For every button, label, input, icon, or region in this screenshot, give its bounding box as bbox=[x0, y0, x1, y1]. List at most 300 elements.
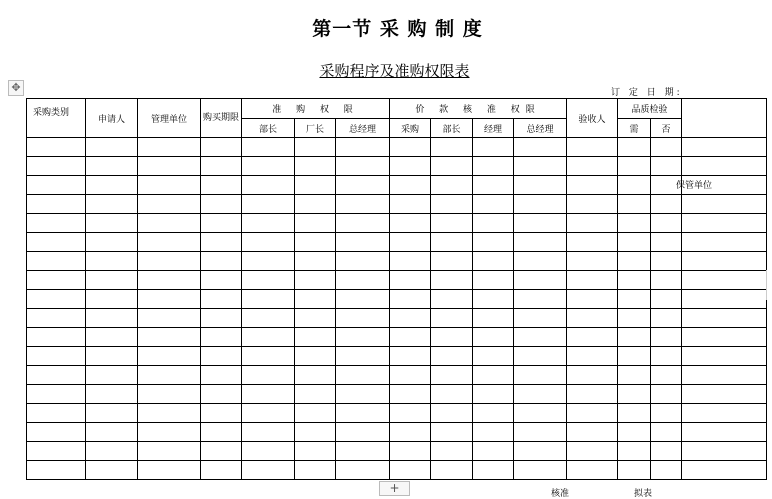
table-cell[interactable] bbox=[242, 347, 295, 366]
table-cell[interactable] bbox=[336, 138, 390, 157]
table-cell[interactable] bbox=[201, 233, 242, 252]
table-cell[interactable] bbox=[514, 252, 567, 271]
table-cell[interactable] bbox=[473, 347, 514, 366]
table-cell[interactable] bbox=[201, 195, 242, 214]
table-cell[interactable] bbox=[473, 252, 514, 271]
table-cell[interactable] bbox=[390, 233, 431, 252]
table-cell[interactable] bbox=[651, 309, 682, 328]
table-cell[interactable] bbox=[86, 290, 138, 309]
table-cell[interactable] bbox=[242, 252, 295, 271]
table-cell[interactable] bbox=[201, 271, 242, 290]
table-cell[interactable] bbox=[567, 404, 618, 423]
table-cell[interactable] bbox=[138, 385, 201, 404]
table-cell[interactable] bbox=[27, 328, 86, 347]
table-cell[interactable] bbox=[86, 328, 138, 347]
table-cell[interactable] bbox=[295, 423, 336, 442]
table-cell[interactable] bbox=[618, 195, 651, 214]
table-cell[interactable] bbox=[201, 423, 242, 442]
table-cell[interactable] bbox=[27, 347, 86, 366]
table-cell[interactable] bbox=[567, 423, 618, 442]
table-cell[interactable] bbox=[473, 404, 514, 423]
table-cell[interactable] bbox=[201, 385, 242, 404]
table-cell[interactable] bbox=[201, 328, 242, 347]
table-cell[interactable] bbox=[431, 385, 473, 404]
add-row-button[interactable]: + bbox=[379, 481, 410, 496]
table-cell[interactable] bbox=[618, 214, 651, 233]
table-cell[interactable] bbox=[390, 309, 431, 328]
table-cell[interactable] bbox=[27, 461, 86, 480]
table-cell[interactable] bbox=[390, 290, 431, 309]
table-cell[interactable] bbox=[431, 252, 473, 271]
table-cell[interactable] bbox=[336, 347, 390, 366]
table-cell[interactable] bbox=[651, 347, 682, 366]
table-cell[interactable] bbox=[295, 347, 336, 366]
table-cell[interactable] bbox=[473, 138, 514, 157]
table-cell[interactable] bbox=[138, 328, 201, 347]
procurement-authority-table bbox=[26, 98, 767, 480]
table-cell[interactable] bbox=[618, 157, 651, 176]
table-cell[interactable] bbox=[27, 423, 86, 442]
table-cell[interactable] bbox=[651, 214, 682, 233]
table-cell[interactable] bbox=[618, 404, 651, 423]
scroll-marker[interactable] bbox=[766, 270, 772, 300]
table-cell[interactable] bbox=[618, 328, 651, 347]
table-cell[interactable] bbox=[618, 442, 651, 461]
table-cell[interactable] bbox=[336, 366, 390, 385]
table-cell[interactable] bbox=[618, 233, 651, 252]
table-cell[interactable] bbox=[295, 138, 336, 157]
table-cell[interactable] bbox=[431, 290, 473, 309]
table-cell[interactable] bbox=[473, 423, 514, 442]
table-cell[interactable] bbox=[138, 442, 201, 461]
header-price-approval: 价 款 核 准 权限 bbox=[390, 99, 567, 119]
table-cell[interactable] bbox=[514, 442, 567, 461]
table-cell[interactable] bbox=[86, 271, 138, 290]
table-cell[interactable] bbox=[295, 461, 336, 480]
table-cell[interactable] bbox=[514, 195, 567, 214]
table-cell[interactable] bbox=[201, 176, 242, 195]
table-cell[interactable] bbox=[390, 195, 431, 214]
table-cell[interactable] bbox=[86, 347, 138, 366]
table-title: 采购程序及准购权限表 bbox=[319, 62, 470, 80]
table-cell[interactable] bbox=[651, 385, 682, 404]
table-cell[interactable] bbox=[201, 461, 242, 480]
table-cell[interactable] bbox=[138, 309, 201, 328]
table-cell[interactable] bbox=[682, 347, 767, 366]
table-cell[interactable] bbox=[473, 461, 514, 480]
table-cell[interactable] bbox=[567, 309, 618, 328]
table-cell[interactable] bbox=[86, 385, 138, 404]
table-cell[interactable] bbox=[651, 138, 682, 157]
table-cell[interactable] bbox=[473, 157, 514, 176]
table-cell[interactable] bbox=[138, 233, 201, 252]
table-cell[interactable] bbox=[390, 366, 431, 385]
header-department-head: 部长 bbox=[242, 119, 295, 138]
table-cell[interactable] bbox=[390, 461, 431, 480]
table-cell[interactable] bbox=[431, 461, 473, 480]
table-cell[interactable] bbox=[201, 290, 242, 309]
table-cell[interactable] bbox=[651, 252, 682, 271]
table-cell[interactable] bbox=[86, 157, 138, 176]
table-cell[interactable] bbox=[618, 176, 651, 195]
table-row bbox=[27, 290, 767, 309]
table-cell[interactable] bbox=[86, 176, 138, 195]
table-cell[interactable] bbox=[336, 309, 390, 328]
table-cell[interactable] bbox=[138, 423, 201, 442]
table-cell[interactable] bbox=[618, 461, 651, 480]
table-cell[interactable] bbox=[138, 157, 201, 176]
table-cell[interactable] bbox=[295, 385, 336, 404]
table-cell[interactable] bbox=[27, 442, 86, 461]
table-row bbox=[27, 214, 767, 233]
table-cell[interactable] bbox=[295, 366, 336, 385]
table-cell[interactable] bbox=[295, 290, 336, 309]
table-cell[interactable] bbox=[336, 442, 390, 461]
table-cell[interactable] bbox=[473, 290, 514, 309]
table-cell[interactable] bbox=[473, 442, 514, 461]
table-cell[interactable] bbox=[431, 214, 473, 233]
table-cell[interactable] bbox=[567, 176, 618, 195]
table-cell[interactable] bbox=[431, 423, 473, 442]
table-cell[interactable] bbox=[618, 309, 651, 328]
table-cell[interactable] bbox=[242, 157, 295, 176]
table-cell[interactable] bbox=[242, 138, 295, 157]
table-cell[interactable] bbox=[27, 385, 86, 404]
table-cell[interactable] bbox=[336, 252, 390, 271]
table-cell[interactable] bbox=[514, 328, 567, 347]
table-cell[interactable] bbox=[138, 214, 201, 233]
table-cell[interactable] bbox=[27, 309, 86, 328]
table-cell[interactable] bbox=[27, 157, 86, 176]
table-cell[interactable] bbox=[514, 347, 567, 366]
table-cell[interactable] bbox=[567, 157, 618, 176]
table-cell[interactable] bbox=[242, 214, 295, 233]
table-cell[interactable] bbox=[242, 195, 295, 214]
table-cell[interactable] bbox=[27, 195, 86, 214]
table-cell[interactable] bbox=[651, 404, 682, 423]
table-row bbox=[27, 138, 767, 157]
table-cell[interactable] bbox=[618, 138, 651, 157]
table-cell[interactable] bbox=[138, 461, 201, 480]
table-cell[interactable] bbox=[27, 214, 86, 233]
table-cell[interactable] bbox=[682, 138, 767, 157]
header-management-unit: 管理单位 bbox=[138, 99, 201, 138]
table-cell[interactable] bbox=[86, 461, 138, 480]
table-cell[interactable] bbox=[201, 138, 242, 157]
table-cell[interactable] bbox=[390, 442, 431, 461]
table-cell[interactable] bbox=[431, 328, 473, 347]
table-cell[interactable] bbox=[86, 404, 138, 423]
table-cell[interactable] bbox=[514, 309, 567, 328]
table-row bbox=[27, 347, 767, 366]
table-cell[interactable] bbox=[473, 366, 514, 385]
table-cell[interactable] bbox=[682, 252, 767, 271]
table-cell[interactable] bbox=[682, 214, 767, 233]
table-cell[interactable] bbox=[390, 252, 431, 271]
table-cell[interactable] bbox=[336, 461, 390, 480]
table-cell[interactable] bbox=[86, 366, 138, 385]
table-cell[interactable] bbox=[390, 423, 431, 442]
table-cell[interactable] bbox=[514, 157, 567, 176]
table-cell[interactable] bbox=[242, 328, 295, 347]
table-cell[interactable] bbox=[242, 404, 295, 423]
table-move-handle-icon[interactable]: ✥ bbox=[8, 80, 24, 96]
table-cell[interactable] bbox=[431, 366, 473, 385]
table-cell[interactable] bbox=[567, 461, 618, 480]
table-cell[interactable] bbox=[473, 385, 514, 404]
table-cell[interactable] bbox=[201, 252, 242, 271]
table-cell[interactable] bbox=[431, 233, 473, 252]
table-row bbox=[27, 461, 767, 480]
table-cell[interactable] bbox=[295, 157, 336, 176]
table-cell[interactable] bbox=[390, 176, 431, 195]
table-cell[interactable] bbox=[514, 404, 567, 423]
table-cell[interactable] bbox=[473, 214, 514, 233]
table-cell[interactable] bbox=[682, 461, 767, 480]
table-cell[interactable] bbox=[86, 233, 138, 252]
table-cell[interactable] bbox=[138, 404, 201, 423]
table-cell[interactable] bbox=[201, 366, 242, 385]
table-row bbox=[27, 404, 767, 423]
table-cell[interactable] bbox=[201, 214, 242, 233]
table-cell[interactable] bbox=[390, 214, 431, 233]
table-cell[interactable] bbox=[336, 157, 390, 176]
page-title: 第一节 采 购 制 度 bbox=[312, 18, 483, 40]
date-label: 订 定 日 期: bbox=[611, 88, 683, 98]
table-cell[interactable] bbox=[682, 442, 767, 461]
table-cell[interactable] bbox=[242, 366, 295, 385]
table-cell[interactable] bbox=[295, 309, 336, 328]
table-cell[interactable] bbox=[295, 214, 336, 233]
table-cell[interactable] bbox=[27, 366, 86, 385]
table-cell[interactable] bbox=[390, 385, 431, 404]
table-cell[interactable] bbox=[567, 366, 618, 385]
table-cell[interactable] bbox=[431, 442, 473, 461]
table-row bbox=[27, 366, 767, 385]
table-cell[interactable] bbox=[27, 176, 86, 195]
table-cell[interactable] bbox=[682, 195, 767, 214]
header-inspector: 验收人 bbox=[567, 99, 618, 138]
table-cell[interactable] bbox=[242, 309, 295, 328]
table-cell[interactable] bbox=[473, 233, 514, 252]
table-cell[interactable] bbox=[27, 233, 86, 252]
table-row bbox=[27, 385, 767, 404]
table-cell[interactable] bbox=[682, 328, 767, 347]
table-cell[interactable] bbox=[431, 347, 473, 366]
table-row bbox=[27, 176, 767, 195]
table-cell[interactable] bbox=[567, 252, 618, 271]
header-general-manager: 总经理 bbox=[336, 119, 390, 138]
table-cell[interactable] bbox=[242, 461, 295, 480]
table-cell[interactable] bbox=[567, 385, 618, 404]
table-cell[interactable] bbox=[431, 271, 473, 290]
table-cell[interactable] bbox=[138, 176, 201, 195]
table-cell[interactable] bbox=[390, 347, 431, 366]
table-cell[interactable] bbox=[86, 442, 138, 461]
table-cell[interactable] bbox=[336, 271, 390, 290]
table-cell[interactable] bbox=[201, 157, 242, 176]
table-cell[interactable] bbox=[295, 442, 336, 461]
header-quality-inspection: 品质检验 bbox=[618, 99, 682, 119]
table-cell[interactable] bbox=[514, 271, 567, 290]
table-row bbox=[27, 252, 767, 271]
table-cell[interactable] bbox=[514, 385, 567, 404]
table-cell[interactable] bbox=[514, 138, 567, 157]
table-cell[interactable] bbox=[242, 290, 295, 309]
table-row bbox=[27, 195, 767, 214]
table-cell[interactable] bbox=[431, 195, 473, 214]
table-cell[interactable] bbox=[27, 138, 86, 157]
table-cell[interactable] bbox=[336, 195, 390, 214]
table-cell[interactable] bbox=[295, 252, 336, 271]
table-cell[interactable] bbox=[567, 214, 618, 233]
table-row bbox=[27, 328, 767, 347]
table-cell[interactable] bbox=[431, 176, 473, 195]
table-cell[interactable] bbox=[390, 328, 431, 347]
table-cell[interactable] bbox=[567, 195, 618, 214]
table-cell[interactable] bbox=[336, 233, 390, 252]
table-cell[interactable] bbox=[567, 271, 618, 290]
table-cell[interactable] bbox=[295, 328, 336, 347]
table-cell[interactable] bbox=[567, 290, 618, 309]
table-cell[interactable] bbox=[336, 385, 390, 404]
table-cell[interactable] bbox=[295, 404, 336, 423]
table-cell[interactable] bbox=[651, 290, 682, 309]
table-cell[interactable] bbox=[431, 404, 473, 423]
table-cell[interactable] bbox=[390, 138, 431, 157]
table-cell[interactable] bbox=[473, 309, 514, 328]
table-cell[interactable] bbox=[651, 195, 682, 214]
table-cell[interactable] bbox=[27, 290, 86, 309]
table-cell[interactable] bbox=[473, 195, 514, 214]
table-cell[interactable] bbox=[390, 157, 431, 176]
approve-label: 核准 bbox=[551, 489, 570, 499]
table-cell[interactable] bbox=[682, 404, 767, 423]
table-cell[interactable] bbox=[618, 366, 651, 385]
table-cell[interactable] bbox=[651, 366, 682, 385]
table-cell[interactable] bbox=[682, 233, 767, 252]
table-cell[interactable] bbox=[431, 138, 473, 157]
table-cell[interactable] bbox=[295, 271, 336, 290]
table-cell[interactable] bbox=[27, 271, 86, 290]
table-cell[interactable] bbox=[336, 423, 390, 442]
table-cell[interactable] bbox=[138, 138, 201, 157]
table-cell[interactable] bbox=[514, 461, 567, 480]
table-cell[interactable] bbox=[431, 309, 473, 328]
table-cell[interactable] bbox=[242, 385, 295, 404]
table-cell[interactable] bbox=[514, 176, 567, 195]
table-cell[interactable] bbox=[473, 328, 514, 347]
table-cell[interactable] bbox=[242, 176, 295, 195]
table-cell[interactable] bbox=[336, 176, 390, 195]
table-cell[interactable] bbox=[86, 214, 138, 233]
table-cell[interactable] bbox=[295, 195, 336, 214]
table-cell[interactable] bbox=[567, 347, 618, 366]
table-cell[interactable] bbox=[618, 347, 651, 366]
table-cell[interactable] bbox=[514, 366, 567, 385]
table-row bbox=[27, 309, 767, 328]
header-purchase-period: 购买期限 bbox=[201, 99, 242, 138]
table-cell[interactable] bbox=[336, 328, 390, 347]
table-cell[interactable] bbox=[651, 423, 682, 442]
table-cell[interactable] bbox=[27, 404, 86, 423]
table-cell[interactable] bbox=[138, 347, 201, 366]
table-cell[interactable] bbox=[651, 461, 682, 480]
table-cell[interactable] bbox=[514, 423, 567, 442]
table-cell[interactable] bbox=[336, 214, 390, 233]
table-cell[interactable] bbox=[682, 309, 767, 328]
table-row bbox=[27, 233, 767, 252]
table-cell[interactable] bbox=[336, 290, 390, 309]
table-cell[interactable] bbox=[201, 442, 242, 461]
table-cell[interactable] bbox=[514, 290, 567, 309]
table-cell[interactable] bbox=[390, 271, 431, 290]
table-cell[interactable] bbox=[138, 195, 201, 214]
table-cell[interactable] bbox=[514, 233, 567, 252]
table-cell[interactable] bbox=[242, 423, 295, 442]
table-cell[interactable] bbox=[86, 423, 138, 442]
table-cell[interactable] bbox=[201, 309, 242, 328]
table-cell[interactable] bbox=[618, 290, 651, 309]
table-cell[interactable] bbox=[473, 176, 514, 195]
table-cell[interactable] bbox=[390, 404, 431, 423]
table-cell[interactable] bbox=[86, 138, 138, 157]
table-cell[interactable] bbox=[651, 442, 682, 461]
table-cell[interactable] bbox=[242, 442, 295, 461]
table-cell[interactable] bbox=[651, 233, 682, 252]
table-cell[interactable] bbox=[567, 442, 618, 461]
header-purchasing: 采购 bbox=[390, 119, 431, 138]
table-cell[interactable] bbox=[138, 271, 201, 290]
table-cell[interactable] bbox=[651, 157, 682, 176]
table-cell[interactable] bbox=[86, 252, 138, 271]
table-cell[interactable] bbox=[651, 328, 682, 347]
table-cell[interactable] bbox=[682, 366, 767, 385]
table-cell[interactable] bbox=[201, 404, 242, 423]
table-cell[interactable] bbox=[336, 404, 390, 423]
table-cell[interactable] bbox=[682, 385, 767, 404]
table-cell[interactable] bbox=[567, 328, 618, 347]
table-cell[interactable] bbox=[618, 385, 651, 404]
table-cell[interactable] bbox=[682, 157, 767, 176]
table-cell[interactable] bbox=[567, 138, 618, 157]
table-cell[interactable] bbox=[618, 271, 651, 290]
table-cell[interactable] bbox=[514, 214, 567, 233]
table-cell[interactable] bbox=[431, 157, 473, 176]
table-cell[interactable] bbox=[242, 271, 295, 290]
table-cell[interactable] bbox=[682, 423, 767, 442]
table-cell[interactable] bbox=[618, 423, 651, 442]
table-cell[interactable] bbox=[242, 233, 295, 252]
table-cell[interactable] bbox=[86, 195, 138, 214]
table-cell[interactable] bbox=[86, 309, 138, 328]
table-row bbox=[27, 271, 767, 290]
table-cell[interactable] bbox=[138, 366, 201, 385]
table-cell[interactable] bbox=[201, 347, 242, 366]
table-cell[interactable] bbox=[618, 252, 651, 271]
table-cell[interactable] bbox=[295, 176, 336, 195]
table-cell[interactable] bbox=[651, 271, 682, 290]
table-row bbox=[27, 423, 767, 442]
table-cell[interactable] bbox=[27, 252, 86, 271]
table-cell[interactable] bbox=[138, 290, 201, 309]
table-cell[interactable] bbox=[138, 252, 201, 271]
table-cell[interactable] bbox=[682, 271, 767, 290]
table-cell[interactable] bbox=[567, 233, 618, 252]
table-cell[interactable] bbox=[682, 290, 767, 309]
table-cell[interactable] bbox=[473, 271, 514, 290]
table-cell[interactable] bbox=[295, 233, 336, 252]
